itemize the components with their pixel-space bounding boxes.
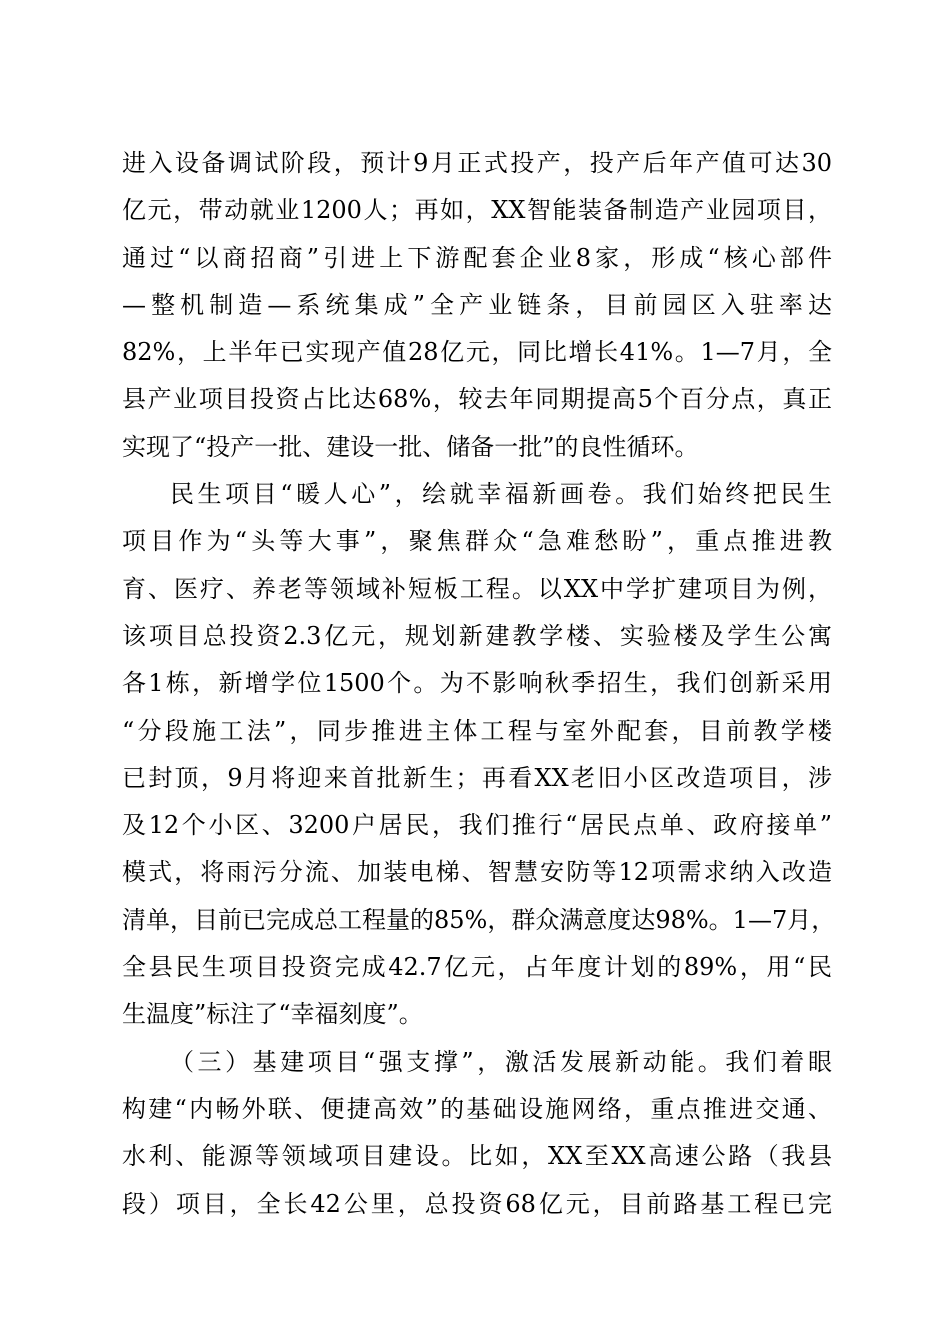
paragraph-line: 该项目总投资2.3亿元，规划新建教学楼、实验楼及学生公寓 bbox=[122, 621, 832, 650]
paragraph-line: 段）项目，全长42公里，总投资68亿元，目前路基工程已完 bbox=[122, 1189, 832, 1218]
paragraph-line: “分段施工法”，同步推进主体工程与室外配套，目前教学楼 bbox=[122, 716, 832, 745]
paragraph-line: 项目作为“头等大事”，聚焦群众“急难愁盼”，重点推进教 bbox=[122, 527, 832, 556]
paragraph-line: 民生项目“暖人心”，绘就幸福新画卷。我们始终把民生 bbox=[170, 480, 832, 509]
paragraph-line: 进入设备调试阶段，预计9月正式投产，投产后年产值可达30 bbox=[122, 149, 832, 177]
paragraph-line: 清单，目前已完成总工程量的85%，群众满意度达98%。1—7月， bbox=[122, 905, 836, 934]
paragraph-line: 亿元，带动就业1200人；再如，XX智能装备制造产业园项目， bbox=[122, 196, 832, 225]
paragraph-line: 构建“内畅外联、便捷高效”的基础设施网络，重点推进交通、 bbox=[122, 1094, 832, 1123]
paragraph-line: 82%，上半年已实现产值28亿元，同比增长41%。1—7月，全 bbox=[122, 338, 832, 367]
paragraph-line: 及12个小区、3200户居民，我们推行“居民点单、政府接单” bbox=[122, 811, 832, 840]
paragraph-line: 模式，将雨污分流、加装电梯、智慧安防等12项需求纳入改造 bbox=[122, 858, 832, 887]
paragraph-line: —整机制造—系统集成”全产业链条，目前园区入驻率达 bbox=[122, 290, 832, 319]
section-heading-line: （三）基建项目“强支撑”，激活发展新动能。我们着眼 bbox=[170, 1047, 832, 1076]
paragraph-line: 通过“以商招商”引进上下游配套企业8家，形成“核心部件 bbox=[122, 243, 832, 272]
document-page bbox=[122, 140, 836, 1228]
paragraph-line: 各1栋，新增学位1500个。为不影响秋季招生，我们创新采用 bbox=[122, 669, 832, 698]
paragraph-line: 生温度”标注了“幸福刻度”。 bbox=[122, 1000, 423, 1029]
paragraph-line: 实现了“投产一批、建设一批、储备一批”的良性循环。 bbox=[122, 432, 699, 461]
paragraph-line: 县产业项目投资占比达68%，较去年同期提高5个百分点，真正 bbox=[122, 385, 832, 414]
paragraph-line: 水利、能源等领域项目建设。比如，XX至XX高速公路（我县 bbox=[122, 1142, 832, 1171]
paragraph-line: 已封顶，9月将迎来首批新生；再看XX老旧小区改造项目，涉 bbox=[122, 763, 832, 792]
paragraph-line: 育、医疗、养老等领域补短板工程。以XX中学扩建项目为例， bbox=[122, 574, 832, 603]
paragraph-line: 全县民生项目投资完成42.7亿元，占年度计划的89%，用“民 bbox=[122, 953, 832, 982]
